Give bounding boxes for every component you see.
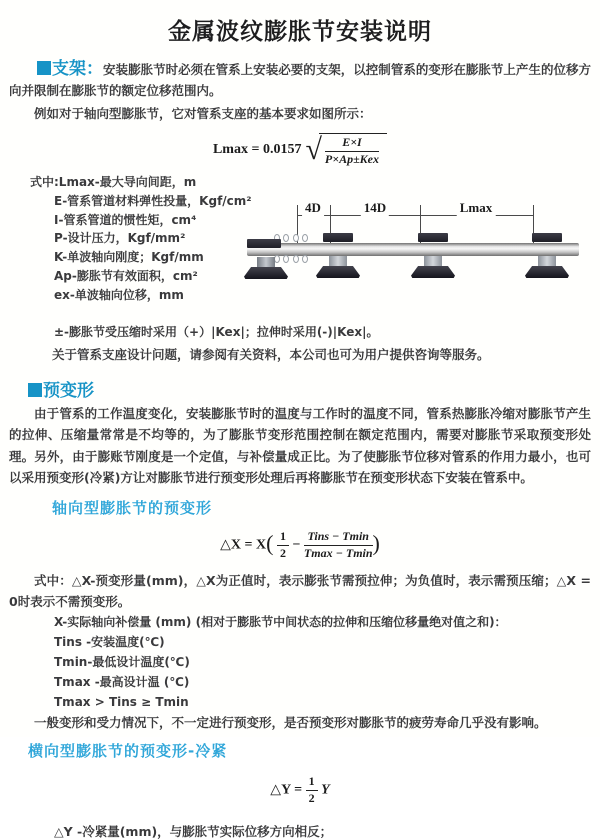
axial-item: X-实际轴向补偿量 (mm) (相对于膨胀节中间状态的拉伸和压缩位移量绝对值之和)： (54, 615, 507, 630)
support-example-line: 例如对于轴向型膨胀节，它对管系支座的基本要求如图所示： (34, 106, 372, 121)
preform-heading-label: 预变形 (43, 380, 94, 401)
support-section-heading (37, 59, 103, 79)
definition-line: ex-单波轴向位移，mm (54, 287, 184, 302)
axial-item: Tmin-最低设计温度(℃) (54, 655, 190, 670)
preform-paragraph: 由于管系的工作温度变化，安装膨胀节时的温度与工作时的温度不同，管系热膨胀冷缩对膨胀节产生的拉伸、压缩量常常是不均等的，为了膨胀节变形范围控制在额定范围内，需要对膨胀节采取预变形处理。另外，由于膨账节刚度是一个定值，与补偿量成正比。为了使膨胀节位移对管系的作用力最小，也可以采用预变形(冷紧)方让对膨胀节进行预变形处理后再将膨胀节在预变形状态下安装在管系中。 (9, 405, 591, 486)
temperature-fraction (304, 530, 373, 561)
definition-line: K-单波轴向刚度；Kgf/mm (54, 250, 204, 265)
dimension-line (297, 215, 534, 216)
temperature-denominator: Tmax − Tmin (303, 545, 373, 560)
page-title: 金属波纹膨胀节安装说明 (168, 19, 432, 45)
pipe-support (315, 233, 361, 279)
lmax-radicand (319, 133, 387, 167)
lmax-formula-lhs: Lmax = 0.0157 (212, 142, 302, 158)
lateral-numerator: 1 (306, 775, 318, 791)
definition-line: E-管系管道材料弹性投量，Kgf/cm² (54, 193, 252, 208)
definition-line: 式中:Lmax-最大导向间距，m (30, 175, 197, 190)
temperature-numerator: Tins − Tmin (304, 530, 373, 546)
lmax-fraction-numerator: E×I (325, 136, 379, 152)
lateral-one-half-fraction (306, 775, 318, 806)
axial-note: 一般变形和受力情况下，不一定进行预变形，是否预变形对膨胀节的疲劳寿命几乎没有影响。 (34, 715, 547, 731)
support-heading-label: 支架： (52, 59, 104, 79)
lateral-formula (0, 775, 600, 806)
definition-line: Ap-膨胀节有效面积，cm² (54, 269, 198, 283)
lateral-denominator: 2 (308, 791, 315, 806)
lmax-formula (0, 133, 600, 167)
lateral-formula-lhs: △Y = (270, 782, 303, 798)
dimension-label-4d: 4D (302, 200, 324, 216)
lateral-subsection-heading: 横向型膨胀节的预变形-冷紧 (28, 742, 228, 761)
pipe-anchor (243, 233, 289, 279)
section-bullet-icon (28, 383, 42, 397)
dimension-label-14d: 14D (361, 200, 389, 216)
axial-formula (0, 530, 600, 561)
definition-line-plusminus: ±-膨胀节受压缩时采用（+）|Kex|；拉伸时采用(-)|Kex|。 (54, 325, 379, 340)
definitions-and-diagram (0, 173, 600, 323)
one-half-fraction (277, 530, 289, 561)
lmax-fraction (325, 136, 379, 167)
support-intro-text: 安装膨胀节时必须在管系上安装必要的支架，以控制管系的变形在膨胀节上产生的位移方向并限制在膨胀节的额定位移范围内。 (9, 62, 591, 98)
axial-subsection-heading: 轴向型膨胀节的预变形 (52, 498, 213, 517)
preform-section-heading (28, 376, 600, 401)
dimension-label-lmax: Lmax (457, 200, 496, 216)
axial-item: Tmax -最高设计温 (℃) (54, 675, 190, 690)
pipe-support (410, 233, 456, 279)
lmax-fraction-denominator: P×Ap±Kex (324, 151, 380, 166)
pipe-support (524, 233, 570, 279)
half-denominator: 2 (279, 545, 286, 560)
support-intro-paragraph (9, 59, 591, 101)
lateral-formula-rhs: Y (321, 782, 330, 798)
support-note: 关于管系支座设计问题，请参阅有关资料，本公司也可为用户提供咨询等服务。 (52, 346, 490, 362)
definition-line: I-管系管道的惯性矩，cm⁴ (54, 212, 197, 227)
open-paren: ( (266, 530, 274, 556)
close-paren: ) (372, 530, 380, 556)
half-numerator: 1 (277, 530, 289, 546)
axial-item: Tins -安装温度(℃) (54, 635, 165, 650)
lateral-item: △Y -冷紧量(mm)，与膨胀节实际位移方向相反； (54, 824, 333, 839)
axial-item: Tmax > Tins ≥ Tmin (54, 695, 189, 710)
axial-explain-paragraph: 式中：△X-预变形量(mm)，△X为正值时，表示膨张节需预拉伸；为负值时，表示需预压缩；△X = 0时表示不需预变形。 (9, 573, 591, 610)
axial-formula-lhs: △X = X (220, 537, 267, 553)
section-bullet-icon (37, 61, 51, 75)
square-root-icon: √ (305, 133, 322, 167)
pipe-support-diagram (243, 201, 599, 301)
minus-operator: − (292, 537, 301, 553)
definition-line: P-设计压力，Kgf/mm² (54, 231, 186, 246)
